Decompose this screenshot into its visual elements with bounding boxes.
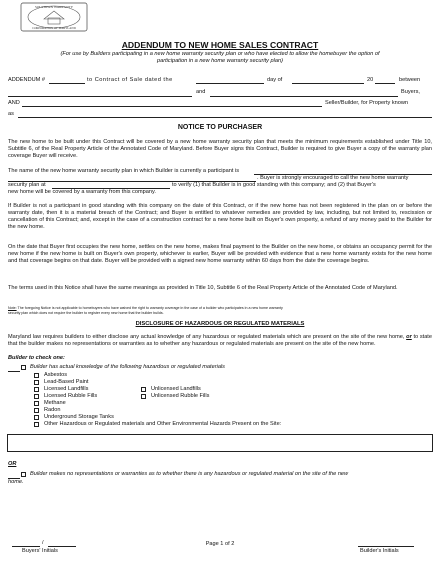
notice-verify-text: to verify (1) that Builder is in good standing with this company; and (2) that Buyer's [172,182,376,188]
unlicensed-landfills-checkbox[interactable] [141,387,146,392]
logo-top-text: SOUTHERN WARRANTY [34,5,74,9]
notice-heading: NOTICE TO PURCHASER [177,124,263,131]
contract-date-field[interactable] [196,83,264,84]
material-radon: Radon [44,407,61,413]
material-lead-paint: Lead-Based Paint [44,379,89,385]
month-field[interactable] [292,83,364,84]
disclosure-or: or [406,334,412,340]
or-label: OR [8,461,17,467]
disclosure-paragraph [8,334,432,348]
storage-tanks-checkbox[interactable] [34,415,39,420]
option-1-checkbox[interactable] [21,365,26,370]
asbestos-checkbox[interactable] [34,373,39,378]
builder-initial-field[interactable] [358,546,414,547]
notice-paragraph-3: If Builder is not a participant in good standing with this company on the date of this Contract, or if the new home has not been registered in the plan on or before the warranty date, then it is a material breach of the Contract; and Buyer is entitled to whatever remedies are provided by law, including, but not limited to, rescission or cancellation of this Contract; and, except in the case of a construction contract for a new home built on Buyer's own property, a refund of any money paid to the Builder for the new home. [8,203,432,230]
addendum-label: ADDENDUM # [8,77,45,83]
notice-call-text: . Buyer is strongly encouraged to call the new home warranty [257,175,409,181]
disclosure-text-b: to state that the builder makes no representations or warranties as to whether any hazardous or regulated materials are present on the site of the new home. [8,334,432,347]
security-plan-at-label: security plan at [8,182,46,188]
material-unlicensed-rubble: Unlicensed Rubble Fills [151,393,210,399]
document-title: ADDENDUM TO NEW HOME SALES CONTRACT [121,40,319,50]
notice-paragraph-1: The new home to be built under this Contract will be covered by a new home warranty security plan that meets the minimum requirements established under Title 10, Subtitle 6, of the Real Property Article of the Annotated Code of Maryland. Before Buyer signs this Contract, Builder is required to give Buyer a copy of the warranty plan coverage Buyer will receive. [8,139,432,159]
note-text-2: security plan which does not require the builder to register every new home that the builder builds. [8,311,164,315]
notice-paragraph-4: On the date that Buyer first occupies the new home, settles on the new home, makes final payment to the Builder on the new home, or obtains an occupancy permit for the new home if the new home is built on Buyer's own property, whichever is earlier, Buyer will be provided with evidence that a new home warranty exists for the new home and that coverage begins on that date. Buyer will be provided with a signed new home warranty within 60 days from the date the coverage begins. [8,244,432,264]
buyers-initials-label: Buyers' Initials [22,548,58,554]
licensed-landfills-checkbox[interactable] [34,387,39,392]
notice-paragraph-5: The terms used in this Notice shall have the same meanings as provided in Title 10, Subtitle 6 of the Real Property Article of the Annotated Code of Maryland. [8,285,398,291]
logo-bottom-text: CORPORATION OF MARYLAND [32,26,76,30]
builders-initials-label: Builder's Initials [360,548,399,554]
licensed-rubble-checkbox[interactable] [34,394,39,399]
option-2-label-line-2: home. [8,479,24,485]
notice-plan-name-text: The name of the new home warranty security plan in which Builder is currently a participant is [8,168,240,174]
day-of-label: day of [267,77,283,83]
initials-slash: / [42,540,44,546]
option-2-checkbox[interactable] [21,472,26,477]
disclosure-heading: DISCLOSURE OF HAZARDOUS OR REGULATED MATERIALS [135,321,305,327]
check-one-label: Builder to check one: [8,355,65,361]
material-licensed-rubble: Licensed Rubble Fills [44,393,98,399]
seller-name-field[interactable] [8,96,192,97]
buyer-initial-field-1[interactable] [12,546,40,547]
contract-dated-label: to Contract of Sale dated the [87,77,173,83]
page-number: Page 1 of 2 [205,541,235,547]
between-label: between [399,77,421,83]
methane-checkbox[interactable] [34,401,39,406]
option-1-check-field[interactable] [8,371,20,372]
seller-builder-label: Seller/Builder, for Property known [325,100,409,106]
site-hazards-entry-box[interactable] [7,434,433,452]
notice-footnote-line-1 [8,306,283,311]
unlicensed-rubble-checkbox[interactable] [141,394,146,399]
option-1-label: Builder has actual knowledge of the following hazardous or regulated materials [30,364,225,370]
other-materials-label: Other Hazardous or Regulated materials and Other Environmental Hazards Present on the Site: [44,421,282,427]
addendum-number-field[interactable] [49,83,85,84]
subtitle-line-1: (For use by Builders participating in a new home warranty security plan or who have elected to allow the homebuyer the option of [60,51,380,57]
buyers-name-field[interactable] [210,96,398,97]
note-label: Note: [8,306,17,310]
buyers-label: Buyers, [401,89,420,95]
property-as-label: as [8,111,14,117]
material-asbestos: Asbestos [44,372,68,378]
lead-paint-checkbox[interactable] [34,380,39,385]
and-label-left: AND [8,100,20,106]
material-licensed-landfills: Licensed Landfills [44,386,89,392]
warranty-seal-icon [20,2,88,32]
other-materials-checkbox[interactable] [34,422,39,427]
material-methane: Methane [44,400,66,406]
radon-checkbox[interactable] [34,408,39,413]
builder-name-field[interactable] [22,106,322,107]
note-text-1: The foregoing Notice is not applicable to homebuyers who have waived the right to warranty coverage in the case of a builder who participates in a new home warranty [17,306,283,310]
and-label-mid: and [196,89,206,95]
buyer-initial-field-2[interactable] [48,546,76,547]
material-storage-tanks: Underground Storage Tanks [44,414,114,420]
disclosure-text-a: Maryland law requires builders to either disclose any actual knowledge of any hazardous or regulated materials which are present on the site of the new home, [8,334,405,340]
subtitle-line-2: participation in a new home warranty security plan) [157,58,283,64]
year-field[interactable] [375,83,395,84]
option-2-label-line-1: Builder makes no representations or warranties as to whether there is any hazardous or regulated material on the site of the new [30,471,349,477]
notice-covered-text: new home will be covered by a warranty from this company. [8,189,156,195]
year-prefix: 20 [367,77,374,83]
material-unlicensed-landfills: Unlicensed Landfills [151,386,201,392]
property-address-field[interactable] [18,117,432,118]
